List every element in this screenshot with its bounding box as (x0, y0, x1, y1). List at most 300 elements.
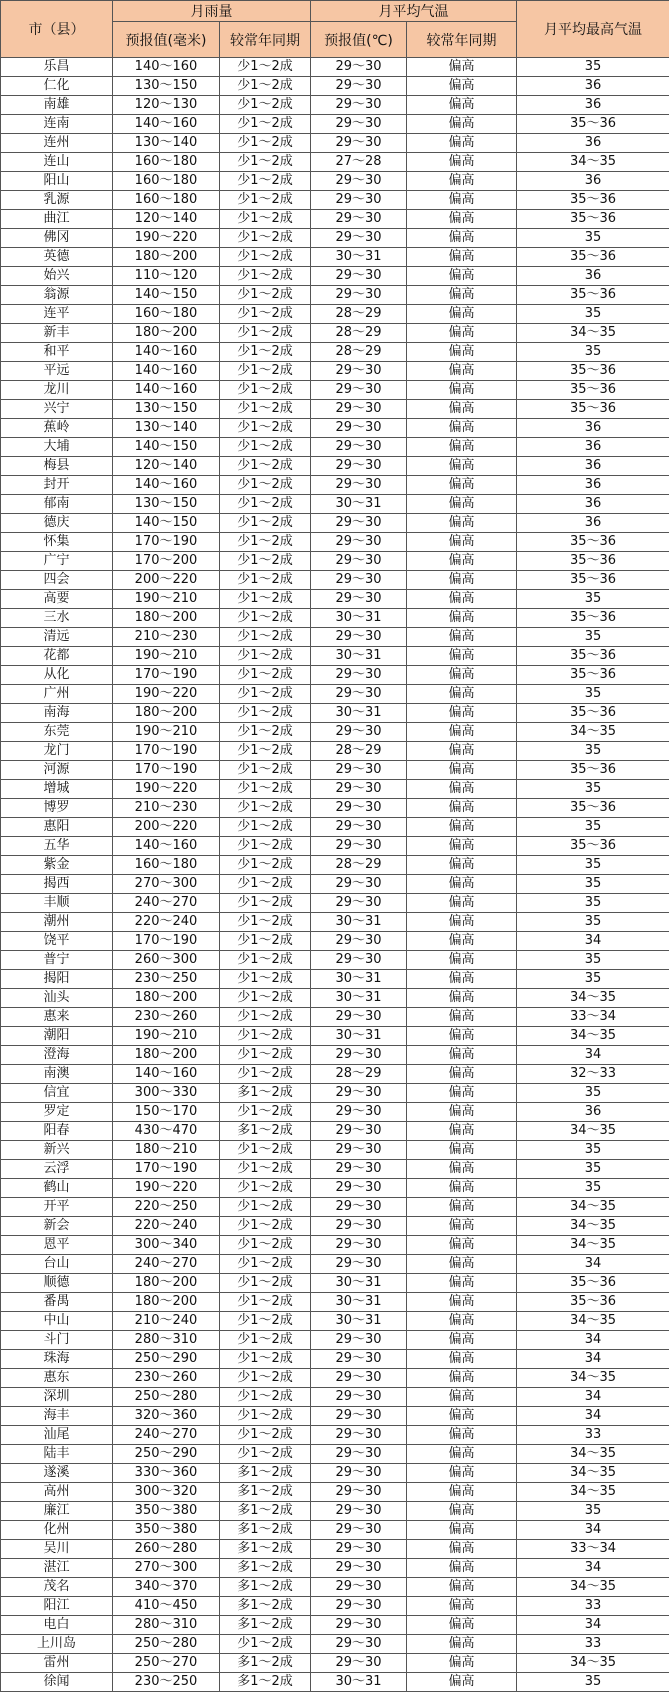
cell-temp-compare: 偏高 (407, 1141, 517, 1160)
cell-station: 丰顺 (1, 894, 113, 913)
cell-station: 陆丰 (1, 1445, 113, 1464)
cell-temp-compare: 偏高 (407, 343, 517, 362)
cell-temp-forecast: 29～30 (311, 1236, 407, 1255)
cell-max-temp: 34～35 (517, 153, 669, 172)
cell-temp-forecast: 29～30 (311, 723, 407, 742)
cell-temp-forecast: 29～30 (311, 799, 407, 818)
cell-rain-forecast: 170～190 (113, 932, 220, 951)
cell-rain-forecast: 270～300 (113, 1559, 220, 1578)
cell-max-temp: 35 (517, 1179, 669, 1198)
cell-temp-forecast: 29～30 (311, 400, 407, 419)
cell-temp-forecast: 29～30 (311, 210, 407, 229)
cell-temp-compare: 偏高 (407, 723, 517, 742)
cell-temp-compare: 偏高 (407, 970, 517, 989)
table-row (1, 77, 669, 96)
table-row (1, 229, 669, 248)
cell-rain-forecast: 140～160 (113, 58, 220, 77)
table-row (1, 799, 669, 818)
cell-temp-compare: 偏高 (407, 1274, 517, 1293)
cell-station: 吴川 (1, 1540, 113, 1559)
cell-temp-forecast: 29～30 (311, 514, 407, 533)
cell-rain-forecast: 120～130 (113, 96, 220, 115)
table-row (1, 1217, 669, 1236)
cell-rain-compare: 少1～2成 (220, 362, 311, 381)
cell-max-temp: 35～36 (517, 761, 669, 780)
cell-temp-compare: 偏高 (407, 77, 517, 96)
table-row (1, 1578, 669, 1597)
cell-max-temp: 35～36 (517, 609, 669, 628)
table-row (1, 837, 669, 856)
cell-max-temp: 35 (517, 818, 669, 837)
cell-max-temp: 36 (517, 96, 669, 115)
table-row (1, 1483, 669, 1502)
cell-temp-forecast: 29～30 (311, 96, 407, 115)
cell-rain-forecast: 170～190 (113, 1160, 220, 1179)
cell-temp-forecast: 28～29 (311, 305, 407, 324)
cell-temp-forecast: 29～30 (311, 1578, 407, 1597)
cell-max-temp: 35 (517, 1673, 669, 1692)
cell-max-temp: 35～36 (517, 248, 669, 267)
cell-temp-forecast: 29～30 (311, 476, 407, 495)
cell-rain-forecast: 190～220 (113, 229, 220, 248)
cell-rain-forecast: 250～280 (113, 1388, 220, 1407)
cell-max-temp: 34 (517, 1407, 669, 1426)
cell-rain-forecast: 230～260 (113, 1369, 220, 1388)
cell-station: 海丰 (1, 1407, 113, 1426)
table-row (1, 1255, 669, 1274)
cell-temp-forecast: 28～29 (311, 343, 407, 362)
cell-rain-forecast: 170～190 (113, 761, 220, 780)
cell-station: 连州 (1, 134, 113, 153)
cell-temp-forecast: 29～30 (311, 1179, 407, 1198)
cell-temp-compare: 偏高 (407, 647, 517, 666)
cell-temp-compare: 偏高 (407, 400, 517, 419)
cell-max-temp: 35 (517, 1502, 669, 1521)
cell-temp-forecast: 29～30 (311, 552, 407, 571)
table-row (1, 989, 669, 1008)
table-row (1, 267, 669, 286)
cell-rain-forecast: 180～200 (113, 989, 220, 1008)
cell-rain-compare: 少1～2成 (220, 1369, 311, 1388)
cell-temp-compare: 偏高 (407, 1673, 517, 1692)
cell-max-temp: 34～35 (517, 1217, 669, 1236)
cell-rain-compare: 少1～2成 (220, 913, 311, 932)
cell-rain-compare: 多1～2成 (220, 1464, 311, 1483)
cell-rain-forecast: 190～210 (113, 1027, 220, 1046)
table-row (1, 1502, 669, 1521)
cell-rain-forecast: 220～240 (113, 1217, 220, 1236)
cell-rain-compare: 少1～2成 (220, 1217, 311, 1236)
cell-rain-compare: 少1～2成 (220, 628, 311, 647)
cell-max-temp: 35 (517, 1141, 669, 1160)
cell-rain-forecast: 130～150 (113, 495, 220, 514)
cell-rain-forecast: 350～380 (113, 1502, 220, 1521)
cell-temp-forecast: 29～30 (311, 1502, 407, 1521)
cell-temp-compare: 偏高 (407, 1255, 517, 1274)
cell-temp-forecast: 29～30 (311, 419, 407, 438)
table-row (1, 400, 669, 419)
cell-rain-forecast: 300～340 (113, 1236, 220, 1255)
cell-rain-forecast: 200～220 (113, 818, 220, 837)
cell-max-temp: 34 (517, 1616, 669, 1635)
cell-rain-compare: 少1～2成 (220, 894, 311, 913)
table-row (1, 1236, 669, 1255)
cell-temp-forecast: 29～30 (311, 1597, 407, 1616)
cell-rain-compare: 少1～2成 (220, 1331, 311, 1350)
cell-temp-compare: 偏高 (407, 1540, 517, 1559)
cell-temp-forecast: 30～31 (311, 248, 407, 267)
cell-rain-compare: 少1～2成 (220, 723, 311, 742)
cell-temp-compare: 偏高 (407, 704, 517, 723)
cell-max-temp: 34～35 (517, 723, 669, 742)
cell-max-temp: 35～36 (517, 837, 669, 856)
cell-station: 阳春 (1, 1122, 113, 1141)
cell-rain-forecast: 140～160 (113, 115, 220, 134)
cell-rain-compare: 少1～2成 (220, 514, 311, 533)
table-row (1, 1464, 669, 1483)
cell-station: 郁南 (1, 495, 113, 514)
cell-temp-forecast: 29～30 (311, 1426, 407, 1445)
cell-temp-forecast: 29～30 (311, 590, 407, 609)
cell-station: 徐闻 (1, 1673, 113, 1692)
table-row (1, 932, 669, 951)
cell-max-temp: 35～36 (517, 552, 669, 571)
table-row (1, 1445, 669, 1464)
cell-temp-forecast: 30～31 (311, 495, 407, 514)
cell-rain-forecast: 250～270 (113, 1654, 220, 1673)
cell-station: 曲江 (1, 210, 113, 229)
cell-max-temp: 34～35 (517, 1198, 669, 1217)
cell-max-temp: 35 (517, 951, 669, 970)
cell-temp-compare: 偏高 (407, 1559, 517, 1578)
cell-temp-forecast: 29～30 (311, 438, 407, 457)
cell-station: 高要 (1, 590, 113, 609)
table-row (1, 1426, 669, 1445)
cell-max-temp: 35～36 (517, 666, 669, 685)
cell-rain-forecast: 320～360 (113, 1407, 220, 1426)
cell-rain-compare: 多1～2成 (220, 1654, 311, 1673)
cell-rain-compare: 少1～2成 (220, 590, 311, 609)
cell-station: 雷州 (1, 1654, 113, 1673)
cell-station: 清远 (1, 628, 113, 647)
cell-temp-compare: 偏高 (407, 153, 517, 172)
cell-rain-compare: 多1～2成 (220, 1578, 311, 1597)
table-row (1, 1312, 669, 1331)
cell-station: 揭西 (1, 875, 113, 894)
table-row (1, 1084, 669, 1103)
cell-rain-compare: 少1～2成 (220, 742, 311, 761)
cell-station: 廉江 (1, 1502, 113, 1521)
cell-temp-compare: 偏高 (407, 894, 517, 913)
cell-temp-compare: 偏高 (407, 837, 517, 856)
cell-rain-forecast: 180～200 (113, 1274, 220, 1293)
cell-temp-compare: 偏高 (407, 799, 517, 818)
cell-rain-compare: 少1～2成 (220, 533, 311, 552)
cell-temp-forecast: 29～30 (311, 685, 407, 704)
cell-rain-forecast: 120～140 (113, 210, 220, 229)
cell-max-temp: 34 (517, 932, 669, 951)
table-row (1, 495, 669, 514)
cell-station: 澄海 (1, 1046, 113, 1065)
table-row (1, 1331, 669, 1350)
cell-rain-forecast: 270～300 (113, 875, 220, 894)
cell-station: 和平 (1, 343, 113, 362)
cell-rain-compare: 多1～2成 (220, 1502, 311, 1521)
cell-temp-forecast: 29～30 (311, 1388, 407, 1407)
cell-temp-compare: 偏高 (407, 1008, 517, 1027)
cell-max-temp: 36 (517, 1103, 669, 1122)
cell-rain-forecast: 220～250 (113, 1198, 220, 1217)
cell-rain-forecast: 230～250 (113, 970, 220, 989)
cell-temp-forecast: 28～29 (311, 856, 407, 875)
table-row (1, 153, 669, 172)
cell-rain-forecast: 240～270 (113, 894, 220, 913)
cell-station: 四会 (1, 571, 113, 590)
cell-temp-forecast: 29～30 (311, 666, 407, 685)
cell-temp-forecast: 30～31 (311, 704, 407, 723)
cell-station: 普宁 (1, 951, 113, 970)
cell-rain-compare: 少1～2成 (220, 1445, 311, 1464)
cell-station: 封开 (1, 476, 113, 495)
table-row (1, 1160, 669, 1179)
cell-station: 梅县 (1, 457, 113, 476)
cell-rain-forecast: 280～310 (113, 1616, 220, 1635)
cell-temp-compare: 偏高 (407, 856, 517, 875)
cell-max-temp: 35 (517, 58, 669, 77)
cell-max-temp: 34～35 (517, 1445, 669, 1464)
cell-max-temp: 35～36 (517, 400, 669, 419)
cell-temp-forecast: 29～30 (311, 818, 407, 837)
cell-rain-compare: 少1～2成 (220, 1274, 311, 1293)
cell-rain-forecast: 130～150 (113, 400, 220, 419)
table-row (1, 457, 669, 476)
table-row (1, 818, 669, 837)
cell-temp-compare: 偏高 (407, 533, 517, 552)
cell-max-temp: 36 (517, 172, 669, 191)
cell-rain-compare: 少1～2成 (220, 457, 311, 476)
cell-rain-compare: 少1～2成 (220, 1179, 311, 1198)
cell-temp-forecast: 29～30 (311, 457, 407, 476)
cell-max-temp: 34 (517, 1388, 669, 1407)
cell-temp-compare: 偏高 (407, 1198, 517, 1217)
table-row (1, 1141, 669, 1160)
cell-rain-forecast: 120～140 (113, 457, 220, 476)
cell-temp-forecast: 29～30 (311, 286, 407, 305)
cell-max-temp: 34～35 (517, 1122, 669, 1141)
cell-temp-compare: 偏高 (407, 1502, 517, 1521)
cell-temp-compare: 偏高 (407, 362, 517, 381)
table-row (1, 723, 669, 742)
cell-rain-forecast: 430～470 (113, 1122, 220, 1141)
header-temp-group: 月平均气温 (311, 1, 517, 22)
cell-rain-forecast: 140～160 (113, 343, 220, 362)
cell-station: 三水 (1, 609, 113, 628)
cell-max-temp: 35 (517, 970, 669, 989)
cell-rain-forecast: 140～160 (113, 837, 220, 856)
cell-rain-forecast: 180～200 (113, 1046, 220, 1065)
cell-max-temp: 34 (517, 1350, 669, 1369)
table-body (1, 58, 669, 1692)
cell-max-temp: 35 (517, 1084, 669, 1103)
cell-temp-compare: 偏高 (407, 1179, 517, 1198)
cell-station: 乳源 (1, 191, 113, 210)
cell-rain-compare: 少1～2成 (220, 229, 311, 248)
cell-rain-compare: 多1～2成 (220, 1540, 311, 1559)
table-row (1, 1559, 669, 1578)
cell-max-temp: 34～35 (517, 989, 669, 1008)
cell-station: 连山 (1, 153, 113, 172)
cell-rain-compare: 少1～2成 (220, 1027, 311, 1046)
cell-temp-forecast: 29～30 (311, 1521, 407, 1540)
table-row (1, 571, 669, 590)
cell-temp-forecast: 28～29 (311, 1065, 407, 1084)
cell-temp-forecast: 29～30 (311, 1122, 407, 1141)
cell-station: 珠海 (1, 1350, 113, 1369)
cell-rain-compare: 少1～2成 (220, 571, 311, 590)
cell-rain-compare: 少1～2成 (220, 419, 311, 438)
cell-temp-compare: 偏高 (407, 514, 517, 533)
cell-rain-forecast: 130～150 (113, 77, 220, 96)
cell-rain-compare: 少1～2成 (220, 1293, 311, 1312)
cell-max-temp: 36 (517, 457, 669, 476)
cell-station: 汕尾 (1, 1426, 113, 1445)
table-row (1, 1027, 669, 1046)
cell-rain-compare: 多1～2成 (220, 1122, 311, 1141)
cell-station: 兴宁 (1, 400, 113, 419)
cell-temp-compare: 偏高 (407, 780, 517, 799)
cell-station: 英德 (1, 248, 113, 267)
cell-max-temp: 35～36 (517, 704, 669, 723)
cell-max-temp: 34～35 (517, 1312, 669, 1331)
cell-temp-compare: 偏高 (407, 229, 517, 248)
cell-max-temp: 34～35 (517, 1027, 669, 1046)
cell-rain-forecast: 140～160 (113, 476, 220, 495)
cell-max-temp: 34 (517, 1331, 669, 1350)
table-row (1, 1654, 669, 1673)
cell-station: 增城 (1, 780, 113, 799)
cell-max-temp: 35 (517, 875, 669, 894)
cell-rain-compare: 少1～2成 (220, 647, 311, 666)
cell-station: 恩平 (1, 1236, 113, 1255)
table-row (1, 894, 669, 913)
cell-max-temp: 34 (517, 1521, 669, 1540)
cell-rain-forecast: 300～320 (113, 1483, 220, 1502)
cell-temp-forecast: 30～31 (311, 913, 407, 932)
table-row (1, 856, 669, 875)
table-row (1, 1122, 669, 1141)
cell-temp-forecast: 28～29 (311, 742, 407, 761)
cell-rain-forecast: 130～140 (113, 419, 220, 438)
cell-temp-forecast: 29～30 (311, 1103, 407, 1122)
cell-rain-forecast: 210～230 (113, 628, 220, 647)
cell-rain-compare: 少1～2成 (220, 153, 311, 172)
cell-temp-compare: 偏高 (407, 742, 517, 761)
cell-temp-compare: 偏高 (407, 1578, 517, 1597)
cell-temp-forecast: 29～30 (311, 1084, 407, 1103)
table-row (1, 1103, 669, 1122)
cell-temp-compare: 偏高 (407, 1084, 517, 1103)
cell-station: 中山 (1, 1312, 113, 1331)
cell-rain-compare: 少1～2成 (220, 381, 311, 400)
cell-rain-compare: 少1～2成 (220, 609, 311, 628)
cell-max-temp: 32～33 (517, 1065, 669, 1084)
cell-station: 云浮 (1, 1160, 113, 1179)
cell-station: 始兴 (1, 267, 113, 286)
cell-temp-compare: 偏高 (407, 761, 517, 780)
table-row (1, 96, 669, 115)
cell-rain-forecast: 240～270 (113, 1255, 220, 1274)
cell-station: 顺德 (1, 1274, 113, 1293)
cell-temp-forecast: 29～30 (311, 1046, 407, 1065)
cell-station: 河源 (1, 761, 113, 780)
cell-temp-forecast: 29～30 (311, 381, 407, 400)
cell-max-temp: 36 (517, 267, 669, 286)
cell-max-temp: 35 (517, 1160, 669, 1179)
cell-rain-compare: 少1～2成 (220, 837, 311, 856)
cell-max-temp: 34～35 (517, 1483, 669, 1502)
table-row (1, 1407, 669, 1426)
cell-rain-compare: 少1～2成 (220, 1312, 311, 1331)
cell-temp-compare: 偏高 (407, 913, 517, 932)
cell-rain-forecast: 170～190 (113, 666, 220, 685)
cell-rain-compare: 少1～2成 (220, 96, 311, 115)
cell-temp-compare: 偏高 (407, 1103, 517, 1122)
cell-temp-compare: 偏高 (407, 628, 517, 647)
cell-rain-forecast: 140～160 (113, 362, 220, 381)
cell-temp-compare: 偏高 (407, 1597, 517, 1616)
table-row (1, 305, 669, 324)
cell-rain-compare: 少1～2成 (220, 856, 311, 875)
cell-temp-forecast: 29～30 (311, 894, 407, 913)
cell-temp-compare: 偏高 (407, 324, 517, 343)
cell-station: 花都 (1, 647, 113, 666)
cell-rain-compare: 少1～2成 (220, 267, 311, 286)
cell-rain-forecast: 160～180 (113, 172, 220, 191)
cell-rain-forecast: 230～250 (113, 1673, 220, 1692)
cell-max-temp: 35 (517, 742, 669, 761)
cell-rain-compare: 少1～2成 (220, 476, 311, 495)
cell-station: 乐昌 (1, 58, 113, 77)
cell-temp-forecast: 29～30 (311, 1407, 407, 1426)
cell-max-temp: 35～36 (517, 381, 669, 400)
cell-temp-compare: 偏高 (407, 552, 517, 571)
cell-station: 台山 (1, 1255, 113, 1274)
cell-temp-compare: 偏高 (407, 457, 517, 476)
cell-rain-forecast: 250～280 (113, 1635, 220, 1654)
cell-temp-compare: 偏高 (407, 438, 517, 457)
cell-station: 电白 (1, 1616, 113, 1635)
cell-rain-compare: 少1～2成 (220, 286, 311, 305)
cell-station: 饶平 (1, 932, 113, 951)
cell-rain-forecast: 210～230 (113, 799, 220, 818)
cell-station: 惠阳 (1, 818, 113, 837)
cell-temp-compare: 偏高 (407, 210, 517, 229)
cell-temp-compare: 偏高 (407, 1046, 517, 1065)
cell-max-temp: 35～36 (517, 799, 669, 818)
cell-station: 新兴 (1, 1141, 113, 1160)
table-row (1, 970, 669, 989)
cell-temp-forecast: 29～30 (311, 837, 407, 856)
cell-temp-forecast: 29～30 (311, 628, 407, 647)
cell-station: 连南 (1, 115, 113, 134)
cell-station: 蕉岭 (1, 419, 113, 438)
cell-max-temp: 36 (517, 495, 669, 514)
cell-rain-forecast: 230～260 (113, 1008, 220, 1027)
cell-temp-forecast: 30～31 (311, 970, 407, 989)
header-station: 市（县） (1, 1, 113, 58)
cell-temp-forecast: 29～30 (311, 932, 407, 951)
cell-station: 揭阳 (1, 970, 113, 989)
